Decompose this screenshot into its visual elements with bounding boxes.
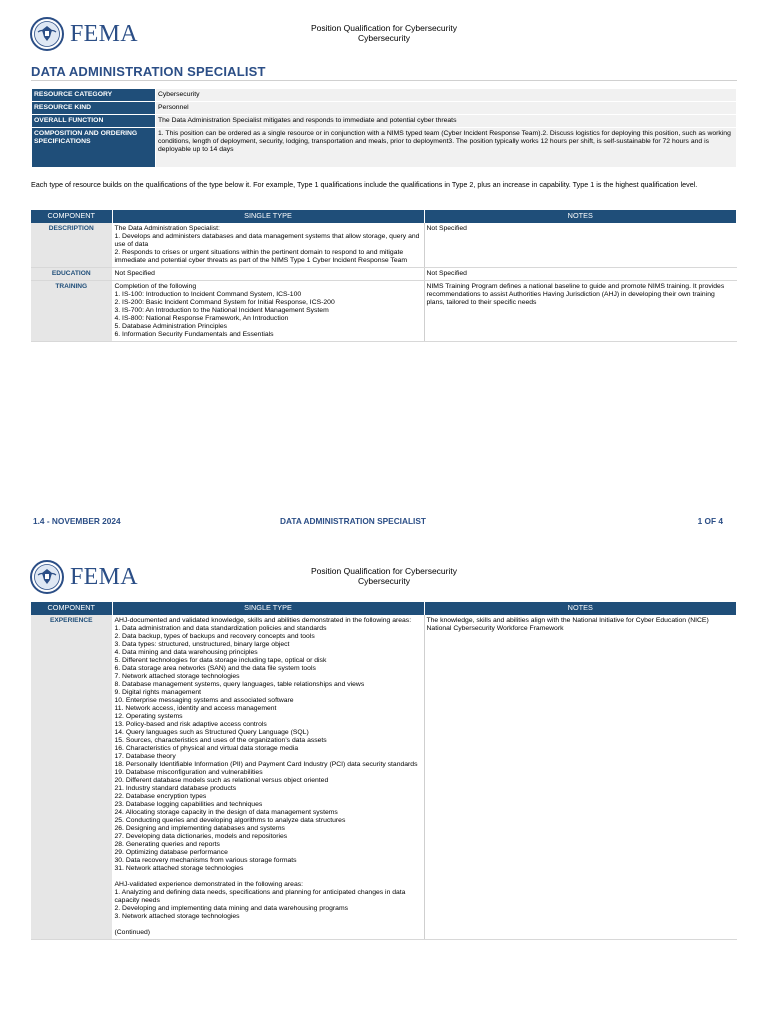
cell-line: 24. Allocating storage capacity in the design of data management systems [114, 809, 338, 816]
title-divider [31, 80, 737, 81]
cell-line: Cybersecurity [158, 91, 200, 98]
resource-value [156, 102, 737, 115]
cell-line: 18. Personally Identifiable Information (PII) and Payment Card Industry (PCI) data security standards [114, 761, 418, 768]
component-name: EDUCATION [31, 268, 112, 281]
header-title [284, 566, 484, 586]
col-single-type-header: SINGLE TYPE [112, 210, 424, 223]
cell-line: AHJ-validated experience demonstrated in the following areas: [114, 881, 304, 888]
col-notes-header: NOTES [424, 602, 737, 615]
header-title-line2: Cybersecurity [358, 33, 410, 43]
cell-line: Personnel [158, 104, 189, 111]
cell-line: 10. Enterprise messaging systems and associated software [114, 697, 294, 704]
fema-logo [30, 560, 138, 594]
cell-line: 14. Query languages such as Structured Query Language (SQL) [114, 729, 309, 736]
component-row [31, 281, 737, 342]
header-title-line2: Cybersecurity [358, 576, 410, 586]
cell-line: 29. Optimizing database performance [114, 849, 228, 856]
cell-line: 4. Data mining and data warehousing principles [114, 649, 258, 656]
table-header-row [31, 602, 737, 615]
cell-line: AHJ-documented and validated knowledge, skills and abilities demonstrated in the following areas: [114, 617, 412, 624]
footer-title: DATA ADMINISTRATION SPECIALIST [280, 516, 426, 526]
cell-line: 31. Network attached storage technologies [114, 865, 244, 872]
paragraph-gap [115, 921, 422, 929]
cell-line: The Data Administration Specialist: [114, 225, 220, 232]
single-type-cell [112, 615, 424, 940]
cell-line: 2. Data backup, types of backups and recovery concepts and tools [114, 633, 315, 640]
cell-line: 6. Data storage area networks (SAN) and the data file system tools [114, 665, 316, 672]
page2-header [0, 560, 768, 600]
cell-line: 2. Developing and implementing data mining and data warehousing programs [114, 905, 349, 912]
cell-line: 1. IS-100: Introduction to Incident Command System, ICS-100 [114, 291, 302, 298]
cell-line: 4. IS-800: National Response Framework, An Introduction [114, 315, 289, 322]
notes-cell [424, 223, 737, 268]
component-name: EXPERIENCE [31, 615, 112, 940]
component-row [31, 615, 737, 940]
single-type-cell [112, 281, 424, 342]
cell-line: 27. Developing data dictionaries, models and repositories [114, 833, 288, 840]
resource-label: RESOURCE CATEGORY [32, 89, 156, 102]
cell-line: 1. Develops and administers databases and data management systems that allow storage, query and use of data [114, 233, 420, 248]
resource-label: COMPOSITION AND ORDERING SPECIFICATIONS [32, 128, 156, 168]
component-name: TRAINING [31, 281, 112, 342]
cell-line: 22. Database encryption types [114, 793, 207, 800]
col-single-type-header: SINGLE TYPE [112, 602, 424, 615]
cell-line: The Data Administration Specialist mitigates and responds to immediate and potential cyber threats [158, 117, 457, 124]
cell-line: Not Specified [114, 270, 155, 277]
cell-line: Completion of the following [114, 283, 197, 290]
cell-line: 15. Sources, characteristics and uses of the organization’s data assets [114, 737, 327, 744]
resource-value [156, 89, 737, 102]
col-notes-header: NOTES [424, 210, 737, 223]
dhs-seal-icon [30, 560, 64, 594]
dhs-seal-icon [30, 17, 64, 51]
resource-row [32, 102, 737, 115]
cell-line: 21. Industry standard database products [114, 785, 237, 792]
cell-line: 25. Conducting queries and developing algorithms to analyze data structures [114, 817, 346, 824]
col-component-header: COMPONENT [31, 210, 112, 223]
fema-logo-text: FEMA [70, 20, 138, 47]
notes-cell [424, 281, 737, 342]
table-header-row [31, 210, 737, 223]
header-title-line1: Position Qualification for Cybersecurity [311, 566, 457, 576]
resource-row [32, 115, 737, 128]
cell-line: 13. Policy-based and risk adaptive access controls [114, 721, 267, 728]
cell-line: 8. Database management systems, query languages, table relationships and views [114, 681, 365, 688]
fema-logo-text: FEMA [70, 563, 138, 590]
resource-label: OVERALL FUNCTION [32, 115, 156, 128]
fema-logo [30, 17, 138, 51]
cell-line: 2. Discuss logistics for deploying this position, such as working conditions, length of deployment, security, lodging, transportation and meals, prior to deployment [158, 130, 731, 145]
resource-row [32, 128, 737, 168]
cell-line: 1. This position can be ordered as a single resource or in conjunction with a NIMS typed team (Cyber Incident Response Team). [158, 130, 543, 137]
cell-line: 3. The position typically works 12 hours per shift, is self-sustainable for 72 hours and is deployable up to 14 days [158, 138, 709, 153]
cell-line: 17. Database theory [114, 753, 176, 760]
cell-line: 16. Characteristics of physical and virtual data storage media [114, 745, 299, 752]
footer-page-number: 1 OF 4 [697, 516, 723, 526]
notes-cell [424, 615, 737, 940]
cell-line: 2. IS-200: Basic Incident Command System for Initial Response, ICS-200 [114, 299, 335, 306]
cell-line: Not Specified [426, 270, 467, 277]
header-title-line1: Position Qualification for Cybersecurity [311, 23, 457, 33]
resource-label: RESOURCE KIND [32, 102, 156, 115]
cell-line: 9. Digital rights management [114, 689, 202, 696]
cell-line: 3. IS-700: An Introduction to the National Incident Management System [114, 307, 329, 314]
components-table-page2 [31, 602, 737, 940]
cell-line: 23. Database logging capabilities and techniques [114, 801, 263, 808]
cell-line: 1. Data administration and data standardization policies and standards [114, 625, 327, 632]
resource-value [156, 128, 737, 168]
header-title [284, 23, 484, 43]
cell-line: (Continued) [114, 929, 151, 936]
cell-line: NIMS Training Program defines a national baseline to guide and promote NIMS training. It provides recommendations to assist Authorities Having Jurisdiction (AHJ) in developing their own training plans, tailored to their specific needs [426, 283, 725, 306]
single-type-cell [112, 223, 424, 268]
paragraph-gap [115, 873, 422, 881]
cell-line: 28. Generating queries and reports [114, 841, 220, 848]
col-component-header: COMPONENT [31, 602, 112, 615]
cell-line: 30. Data recovery mechanisms from various storage formats [114, 857, 297, 864]
cell-line: 6. Information Security Fundamentals and Essentials [114, 331, 274, 338]
page1-header [0, 17, 768, 57]
cell-line: 3. Network attached storage technologies [114, 913, 240, 920]
footer-version: 1.4 - NOVEMBER 2024 [33, 516, 121, 526]
cell-line: 19. Database misconfiguration and vulnerabilities [114, 769, 263, 776]
resource-row [32, 89, 737, 102]
single-type-cell [112, 268, 424, 281]
cell-line: 20. Different database models such as relational versus object oriented [114, 777, 329, 784]
page-footer [31, 516, 737, 528]
cell-line: 5. Different technologies for data storage including tape, optical or disk [114, 657, 327, 664]
cell-line: 2. Responds to crises or urgent situations within the pertinent domain to respond to and mitigate immediate and potential cyber threats as part of the NIMS Type 1 Cyber Incident Response Team [114, 249, 408, 264]
qualification-note: Each type of resource builds on the qualifications of the type below it. For example, Type 1 qualifications include the qualifications in Type 2, plus an increase in capability. Type 1 is the highest qualification level. [31, 180, 698, 189]
document-title: DATA ADMINISTRATION SPECIALIST [31, 64, 266, 79]
cell-line: 5. Database Administration Principles [114, 323, 228, 330]
resource-table [31, 88, 737, 168]
component-row [31, 223, 737, 268]
components-table-page1 [31, 210, 737, 342]
cell-line: 3. Data types: structured, unstructured, binary large object [114, 641, 290, 648]
resource-value [156, 115, 737, 128]
component-name: DESCRIPTION [31, 223, 112, 268]
component-row [31, 268, 737, 281]
cell-line: 26. Designing and implementing databases and systems [114, 825, 285, 832]
cell-line: Not Specified [426, 225, 467, 232]
notes-cell [424, 268, 737, 281]
cell-line: 1. Analyzing and defining data needs, specifications and planning for anticipated changes in data capacity needs [114, 889, 406, 904]
cell-line: 7. Network attached storage technologies [114, 673, 240, 680]
cell-line: The knowledge, skills and abilities align with the National Initiative for Cyber Education (NICE) National Cybersecurity Workforce Framework [426, 617, 709, 632]
cell-line: 11. Network access, identity and access management [114, 705, 277, 712]
cell-line: 12. Operating systems [114, 713, 183, 720]
